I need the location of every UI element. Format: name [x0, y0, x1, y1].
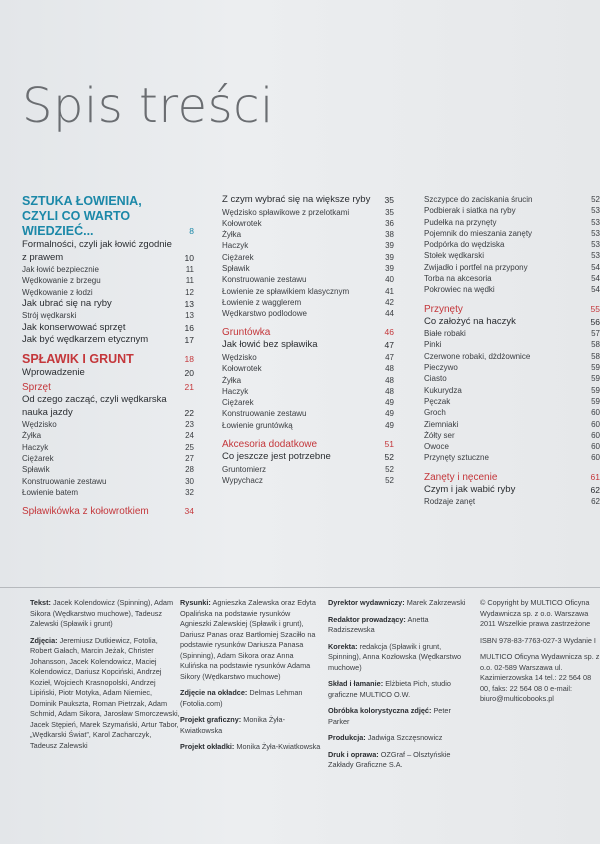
- toc-entry-page: 40: [385, 275, 394, 285]
- toc-entry-page: 39: [385, 252, 394, 262]
- toc-entry-page: 61: [590, 471, 600, 482]
- toc-entry: [222, 352, 394, 363]
- toc-entry-title: Przynęty: [424, 303, 463, 315]
- toc-entry-page: 41: [385, 286, 394, 296]
- toc-entry-page: 24: [185, 431, 194, 441]
- toc-entry: [22, 239, 194, 264]
- toc-entry: [424, 228, 600, 239]
- credit-block: [180, 688, 322, 709]
- toc-entry-title: Zwijadło i portfel na przypony: [424, 262, 528, 272]
- toc-entry-page: 59: [591, 363, 600, 373]
- toc-entry-title: Haczyk: [22, 442, 49, 452]
- toc-entry-title: Łowienie gruntówką: [222, 420, 293, 430]
- toc-entry: [222, 207, 394, 218]
- toc-entry-page: 54: [591, 262, 600, 272]
- toc-entry: [424, 419, 600, 430]
- credit-value: Elżbieta Pich, studio graficzne MULTICO O.W.: [328, 679, 451, 699]
- toc-entry: [222, 397, 394, 408]
- credit-value: MULTICO Oficyna Wydawnicza sp. z o.o. 02-589 Warszawa ul. Kazimierzowska 14 tel.: 22 564 08 00, faks: 22 564 08 0 e-mail: biuro@multicobooks.pl: [480, 652, 600, 703]
- toc-entry: [22, 322, 194, 335]
- toc-entry-title: Czerwone robaki, dżdżownice: [424, 351, 531, 361]
- toc-entry-page: 8: [189, 226, 194, 236]
- credit-block: [328, 706, 472, 727]
- toc-entry-title: SPŁAWIK I GRUNT: [22, 351, 134, 366]
- toc-entry: [424, 316, 600, 329]
- toc-entry: [424, 273, 600, 284]
- credit-value: ISBN 978-83-7763-027-3 Wydanie I: [480, 635, 596, 645]
- toc-entry-page: 51: [384, 439, 394, 450]
- toc-entry: [222, 252, 394, 263]
- toc-entry: [22, 430, 194, 441]
- toc-entry-page: 52: [385, 475, 394, 485]
- toc-entry-page: 39: [385, 241, 394, 251]
- toc-entry: [222, 451, 394, 464]
- toc-entry: [22, 442, 194, 453]
- credit-value: © Copyright by MULTICO Oficyna Wydawnicza sp. z o.o. Warszawa 2011 Wszelkie prawa zastrzeżone: [480, 598, 591, 628]
- toc-entry: [222, 194, 394, 207]
- credit-block: [480, 652, 600, 705]
- toc-entry-page: 48: [385, 386, 394, 396]
- toc-entry-page: 13: [184, 298, 194, 309]
- credit-label: Korekta:: [328, 641, 358, 651]
- toc-entry-page: 48: [385, 375, 394, 385]
- toc-entry-title: Pokrowiec na wędki: [424, 285, 495, 295]
- credit-block: [180, 742, 322, 753]
- toc-entry: [22, 381, 194, 394]
- credit-block: [328, 598, 472, 609]
- toc-entry-title: Z czym wybrać się na większe ryby: [222, 194, 371, 205]
- toc-entry-page: 48: [385, 364, 394, 374]
- toc-entry: [424, 407, 600, 418]
- toc-entry-page: 35: [384, 195, 394, 205]
- credit-block: [30, 636, 180, 752]
- credit-block: [480, 636, 600, 647]
- toc-entry: [222, 218, 394, 229]
- toc-entry-title: Spławikówka z kołowrotkiem: [22, 506, 149, 518]
- credit-value: OZGraf – Olsztyńskie Zakłady Graficzne S.A.: [328, 749, 451, 769]
- toc-entry-title: Kukurydza: [424, 385, 462, 395]
- toc-entry-title: Stołek wędkarski: [424, 251, 485, 261]
- toc-entry-page: 59: [591, 396, 600, 406]
- toc-entry-title: Jak łowić bezpiecznie: [22, 265, 99, 274]
- toc-entry-page: 25: [185, 442, 194, 452]
- toc-entry-page: 57: [591, 329, 600, 339]
- toc-entry-title: Spławik: [22, 465, 50, 475]
- toc-entry-page: 58: [591, 351, 600, 361]
- toc-entry-title: Wprowadzenie: [22, 366, 85, 378]
- toc-entry: [22, 310, 194, 321]
- credits-column-4: [480, 598, 600, 711]
- toc-entry-title: Torba na akcesoria: [424, 274, 492, 284]
- credit-label: Obróbka kolorystyczna zdjęć:: [328, 706, 432, 715]
- toc-column-1: [22, 194, 194, 518]
- toc-entry-page: 18: [184, 353, 194, 364]
- toc-entry-title: Żółty ser: [424, 430, 455, 440]
- toc-entry-page: 49: [385, 398, 394, 408]
- toc-entry-title: Łowienie z wagglerem: [222, 297, 302, 307]
- toc-entry: [424, 351, 600, 362]
- credit-label: Zdjęcia:: [30, 635, 58, 645]
- toc-entry-title: Wędkowanie z łodzi: [22, 287, 93, 297]
- toc-entry-page: 52: [384, 452, 394, 463]
- toc-entry: [222, 375, 394, 386]
- toc-entry: [22, 264, 194, 275]
- toc-entry-page: 20: [184, 367, 194, 378]
- toc-entry-title: Ciasto: [424, 374, 447, 384]
- toc-entry-page: 30: [185, 476, 194, 486]
- toc-entry-page: 11: [185, 265, 194, 274]
- credit-block: [180, 715, 322, 736]
- toc-entry: [424, 373, 600, 384]
- toc-entry-title: Jak konserwować sprzęt: [22, 321, 126, 333]
- toc-entry-page: 60: [591, 419, 600, 429]
- toc-entry-title: Formalności, czyli jak łowić zgodnie z prawem: [22, 239, 172, 263]
- spacer: [222, 431, 394, 436]
- toc-entry-title: Wędkowanie z brzegu: [22, 276, 101, 286]
- credit-block: [328, 615, 472, 636]
- toc-entry-page: 34: [184, 506, 194, 517]
- toc-entry-page: 47: [385, 352, 394, 362]
- toc-entry: [222, 308, 394, 319]
- toc-entry-title: Wędzisko: [222, 352, 257, 362]
- toc-entry-title: Akcesoria dodatkowe: [222, 439, 318, 451]
- toc-entry: [424, 262, 600, 273]
- credit-label: Produkcja:: [328, 733, 366, 742]
- toc-entry-page: 11: [185, 276, 194, 286]
- toc-entry: [222, 408, 394, 419]
- credit-block: [328, 750, 472, 771]
- toc-entry-title: Jak łowić bez spławika: [222, 339, 318, 351]
- toc-entry-page: 53: [591, 240, 600, 250]
- toc-entry: [22, 298, 194, 311]
- toc-entry-page: 60: [591, 442, 600, 452]
- toc-entry-title: Białe robaki: [424, 329, 466, 339]
- toc-entry-page: 27: [185, 454, 194, 464]
- toc-entry-page: 54: [591, 274, 600, 284]
- toc-entry-title: Żyłka: [222, 375, 242, 385]
- toc-entry-title: Podbierak i siatka na ryby: [424, 206, 516, 216]
- credit-label: Zdjęcie na okładce:: [180, 688, 248, 697]
- toc-entry-page: 56: [590, 316, 600, 327]
- toc-entry-page: 53: [591, 251, 600, 261]
- toc-entry: [22, 505, 194, 518]
- divider: [0, 587, 600, 588]
- toc-entry: [424, 239, 600, 250]
- toc-entry: [424, 194, 600, 205]
- toc-entry-title: Kołowrotek: [222, 364, 262, 374]
- toc-entry: [22, 194, 194, 239]
- toc-entry: [222, 438, 394, 451]
- credit-value: Jadwiga Szczęsnowicz: [367, 733, 443, 742]
- toc-column-2: [222, 194, 394, 486]
- toc-entry-page: 16: [184, 322, 194, 333]
- toc-entry: [222, 263, 394, 274]
- credit-value: Monika Żyła-Kwiatkowska: [236, 742, 321, 751]
- toc-entry: [22, 453, 194, 464]
- toc-entry: [424, 284, 600, 295]
- toc-entry: [424, 328, 600, 339]
- toc-entry: [222, 286, 394, 297]
- credit-value: Peter Parker: [328, 706, 451, 726]
- toc-entry: [424, 362, 600, 373]
- spacer: [222, 319, 394, 324]
- toc-entry: [22, 275, 194, 286]
- toc-entry-page: 58: [591, 340, 600, 350]
- credits-column-1: [30, 598, 180, 757]
- toc-entry-page: 10: [184, 252, 194, 263]
- credit-value: Delmas Lehman (Fotolia.com): [180, 688, 303, 708]
- toc-entry: [424, 303, 600, 316]
- toc-entry: [222, 386, 394, 397]
- toc-entry-page: 46: [384, 327, 394, 338]
- toc-entry-page: 62: [590, 484, 600, 495]
- toc-entry-title: Kołowrotek: [222, 218, 262, 228]
- toc-entry-page: 59: [591, 385, 600, 395]
- toc-entry-page: 36: [385, 218, 394, 228]
- toc-entry-page: 62: [591, 497, 600, 507]
- toc-entry: [222, 339, 394, 352]
- toc-entry-title: Ciężarek: [222, 398, 254, 408]
- toc-entry-title: Wędkarstwo podlodowe: [222, 309, 307, 319]
- toc-column-3: [424, 194, 600, 508]
- toc-entry-title: Strój wędkarski: [22, 311, 77, 321]
- toc-entry-title: Ziemniaki: [424, 419, 459, 429]
- credit-label: Projekt okładki:: [180, 742, 235, 751]
- toc-entry-page: 35: [385, 207, 394, 217]
- toc-entry-title: Spławik: [222, 263, 250, 273]
- credit-block: [328, 733, 472, 744]
- toc-entry-page: 55: [590, 303, 600, 314]
- toc-entry-page: 23: [185, 420, 194, 430]
- toc-entry: [424, 496, 600, 507]
- credit-label: Skład i łamanie:: [328, 679, 384, 688]
- toc-entry-page: 13: [185, 311, 194, 321]
- toc-entry-title: Owoce: [424, 442, 449, 452]
- toc-entry-page: 53: [591, 217, 600, 227]
- toc-entry-page: 54: [591, 285, 600, 295]
- toc-entry-page: 60: [591, 430, 600, 440]
- toc-entry-title: Konstruowanie zestawu: [222, 409, 307, 419]
- toc-entry-page: 32: [185, 487, 194, 497]
- toc-entry-title: Od czego zacząć, czyli wędkarska nauka jazdy: [22, 394, 167, 418]
- credit-label: Redaktor prowadzący:: [328, 614, 406, 624]
- toc-entry-title: Czym i jak wabić ryby: [424, 483, 516, 495]
- toc-entry: [22, 419, 194, 430]
- toc-entry: [424, 205, 600, 216]
- toc-entry-page: 49: [385, 409, 394, 419]
- toc-entry-title: Konstruowanie zestawu: [22, 476, 107, 486]
- toc-entry-page: 47: [384, 340, 394, 351]
- toc-entry-title: Co założyć na haczyk: [424, 315, 516, 327]
- credits-column-2: [180, 598, 322, 759]
- toc-entry: [22, 464, 194, 475]
- toc-entry: [22, 476, 194, 487]
- credit-block: [180, 598, 322, 682]
- credit-value: Agnieszka Zalewska oraz Edyta Opalińska na podstawie rysunków Agnieszki Zalewskiej (Spławik i grunt), Dariusz Panas oraz Bartłomiej Szaciłło na podstawie rysunków Dariusza Panasa (Spinning), Adam Sikora oraz Anna Kulińska na podstawie rysunków Adama Sikory (Wędkarstwo muchowe): [180, 598, 316, 681]
- toc-entry: [424, 385, 600, 396]
- toc-entry: [424, 217, 600, 228]
- credit-block: [328, 642, 472, 674]
- toc-entry-page: 39: [385, 263, 394, 273]
- toc-entry: [424, 396, 600, 407]
- spacer: [424, 296, 600, 301]
- credit-label: Rysunki:: [180, 598, 211, 607]
- credit-value: Monika Żyła-Kwiatkowska: [180, 715, 286, 735]
- toc-entry: [424, 484, 600, 497]
- toc-entry: [222, 475, 394, 486]
- toc-entry-title: Przynęty sztuczne: [424, 453, 489, 463]
- toc-entry-title: Pinki: [424, 340, 442, 350]
- toc-entry-page: 28: [185, 465, 194, 475]
- credit-label: Projekt graficzny:: [180, 715, 242, 724]
- toc-entry: [22, 334, 194, 347]
- toc-entry-title: Wypychacz: [222, 475, 263, 485]
- page-title: Spis treści: [22, 78, 274, 134]
- toc-entry-title: Pęczak: [424, 396, 451, 406]
- toc-entry-page: 17: [184, 335, 194, 346]
- toc-entry-page: 49: [385, 420, 394, 430]
- toc-entry-title: Groch: [424, 408, 446, 418]
- toc-entry: [424, 430, 600, 441]
- toc-entry-page: 42: [385, 297, 394, 307]
- toc-entry-page: 52: [591, 195, 600, 204]
- toc-entry: [222, 464, 394, 475]
- toc-entry-title: Wędzisko: [22, 420, 57, 430]
- toc-entry-title: Haczyk: [222, 241, 249, 251]
- credit-value: Anetta Radziszewska: [328, 614, 429, 634]
- toc-entry-page: 59: [591, 374, 600, 384]
- toc-entry-title: Żyłka: [222, 230, 242, 240]
- credit-label: Dyrektor wydawniczy:: [328, 598, 405, 607]
- toc-entry: [222, 420, 394, 431]
- toc-entry-title: Sprzęt: [22, 382, 51, 394]
- toc-entry: [222, 326, 394, 339]
- toc-entry: [22, 287, 194, 298]
- toc-entry-page: 21: [184, 382, 194, 393]
- toc-entry: [22, 394, 194, 419]
- toc-entry: [222, 240, 394, 251]
- toc-entry-title: Pieczywo: [424, 363, 458, 373]
- toc-entry-title: Haczyk: [222, 386, 249, 396]
- toc-entry-title: Ciężarek: [222, 252, 254, 262]
- credit-block: [30, 598, 180, 630]
- credit-value: Jacek Kolendowicz (Spinning), Adam Sikora (Wędkarstwo muchowe), Tadeusz Zalewski (Spławik i grunt): [30, 598, 174, 628]
- toc-entry-page: 12: [185, 287, 194, 297]
- toc-entry-title: Ciężarek: [22, 454, 54, 464]
- toc-entry-page: 60: [591, 408, 600, 418]
- spacer: [22, 498, 194, 503]
- credit-label: Druk i oprawa:: [328, 749, 379, 759]
- toc-entry-page: 52: [385, 464, 394, 474]
- toc-entry-page: 44: [385, 309, 394, 319]
- credit-value: Marek Zakrzewski: [406, 598, 466, 607]
- toc-entry-title: Jak ubrać się na ryby: [22, 297, 112, 309]
- toc-entry-page: 53: [591, 228, 600, 238]
- credit-label: Tekst:: [30, 598, 51, 607]
- credits-column-3: [328, 598, 472, 777]
- toc-entry-title: Gruntomierz: [222, 464, 267, 474]
- toc-entry-title: Zanęty i nęcenie: [424, 471, 498, 483]
- credit-block: [480, 598, 600, 630]
- credit-value: redakcja (Spławik i grunt, Spinning), Anna Kozłowska (Wędkarstwo muchowe): [328, 641, 462, 672]
- toc-entry-title: Pudełka na przynęty: [424, 217, 497, 227]
- toc-entry-title: Żyłka: [22, 431, 42, 441]
- toc-entry-title: Wędzisko spławikowe z przelotkami: [222, 207, 350, 217]
- toc-entry: [22, 352, 194, 367]
- toc-entry-title: Łowienie ze spławikiem klasycznym: [222, 286, 350, 296]
- credit-block: [328, 679, 472, 700]
- toc-entry-title: Gruntówka: [222, 327, 271, 339]
- toc-entry: [424, 339, 600, 350]
- toc-entry-title: Jak być wędkarzem etycznym: [22, 334, 149, 346]
- toc-entry: [424, 452, 600, 463]
- toc-entry-page: 22: [184, 407, 194, 418]
- credit-value: Jeremiusz Dutkiewicz, Fotolia, Robert Gałach, Marcin Jeżak, Christer Johansson, Jacek Kolendowicz, Maciej Kolendowicz, Dariusz Kopciński, Andrzej Kozieł, Wojciech Krasnopolski, Andrzej Lipiński, Piotr Motyka, Adam Niemiec, Dominik Pauksztа, Roman Pietrzak, Adam Schmid, Adam Sikora, Jarosław Smorczewski, Jacek Stępień, Marek Szymański, Artur Tabor, „Wędkarski Świat”, Karol Zacharczyk, Tadeusz Zalewski: [30, 635, 180, 750]
- toc-entry: [222, 297, 394, 308]
- toc-entry-page: 53: [591, 206, 600, 216]
- toc-entry-title: Konstruowanie zestawu: [222, 275, 307, 285]
- toc-entry: [22, 367, 194, 380]
- toc-entry: [222, 274, 394, 285]
- toc-entry-title: Rodzaje zanęt: [424, 497, 476, 507]
- toc-entry-title: Co jeszcze jest potrzebne: [222, 451, 331, 463]
- toc-entry: [22, 487, 194, 498]
- toc-entry-title: Pojemnik do mieszania zanęty: [424, 228, 533, 238]
- toc-entry-page: 60: [591, 453, 600, 463]
- toc-entry: [424, 441, 600, 452]
- toc-entry: [424, 250, 600, 261]
- toc-entry-title: Łowienie batem: [22, 487, 79, 497]
- toc-entry-page: 38: [385, 230, 394, 240]
- toc-entry: [424, 471, 600, 484]
- spacer: [424, 464, 600, 469]
- toc-entry: [222, 363, 394, 374]
- toc-entry: [222, 229, 394, 240]
- toc-entry-title: Szczypce do zaciskania śrucin: [424, 195, 533, 204]
- toc-entry-title: SZTUKA ŁOWIENIA, CZYLI CO WARTO WIEDZIEĆ...: [22, 194, 142, 238]
- toc-entry-title: Podpórka do wędziska: [424, 240, 505, 250]
